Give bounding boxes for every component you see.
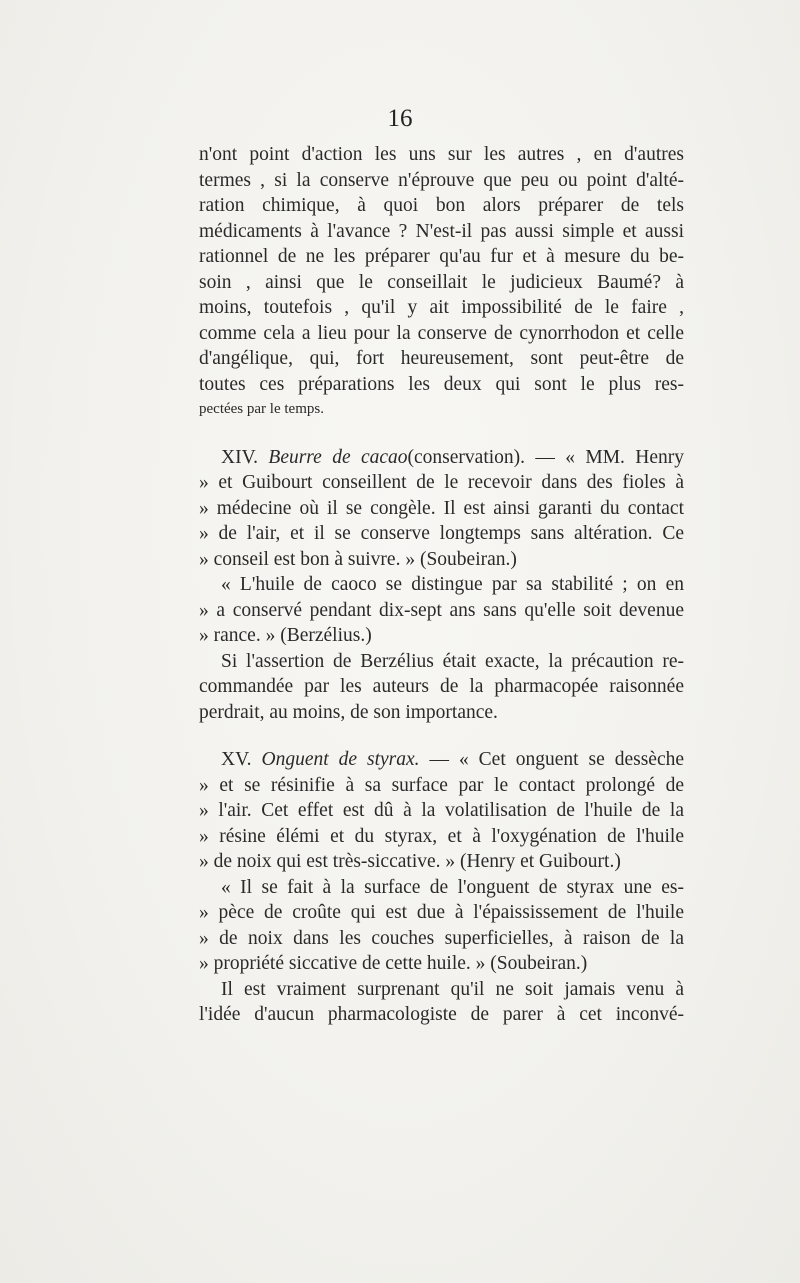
text-line: « L'huile de caoco se distingue par sa stabilité ; on en: [221, 574, 684, 595]
text-line: « Il se fait à la surface de l'onguent de styrax une es-: [221, 876, 684, 898]
text-line: » rance. » (Berzélius.): [199, 625, 372, 646]
section-xv: [199, 747, 684, 1028]
text-line: » médecine où il se congèle. Il est ainsi garanti du contact: [199, 497, 684, 519]
section-heading: [199, 747, 684, 773]
section-heading-rest: (conservation). — « MM. Henry: [407, 446, 684, 468]
text-line: » a conservé pendant dix-sept ans sans qu'elle soit devenue: [199, 599, 684, 621]
section-title: Onguent de styrax.: [261, 749, 420, 770]
section-number: XV.: [221, 749, 252, 770]
text-line: Si l'assertion de Berzélius était exacte, la précaution re-: [221, 650, 684, 672]
paragraph-1: [199, 142, 684, 423]
section-number: XIV.: [221, 446, 259, 468]
section-heading: [199, 445, 684, 471]
text-line: » propriété siccative de cette huile. » (Soubeiran.): [199, 953, 588, 974]
text-line: » pèce de croûte qui est due à l'épaississement de l'huile: [199, 902, 684, 923]
body-text: [199, 142, 684, 1028]
page-number: 16: [387, 105, 413, 132]
text-line: ration chimique, à quoi bon alors préparer de tels: [199, 195, 684, 216]
text-line: l'idée d'aucun pharmacologiste de parer à cet inconvé-: [199, 1004, 684, 1025]
text-line: » l'air. Cet effet est dû à la volatilisation de l'huile de la: [199, 800, 684, 821]
section-heading-rest: — « Cet onguent se dessèche: [429, 749, 684, 770]
text-line: Il est vraiment surprenant qu'il ne soit jamais venu à: [221, 978, 684, 1000]
text-line: » de l'air, et il se conserve longtemps sans altération. Ce: [199, 523, 684, 544]
text-line: » et se résinifie à sa surface par le contact prolongé de: [199, 774, 684, 796]
text-line: comme cela a lieu pour la conserve de cynorrhodon et celle: [199, 322, 684, 344]
text-line: médicaments à l'avance ? N'est-il pas aussi simple et aussi: [199, 220, 684, 242]
section-title: Beurre de cacao: [268, 446, 408, 468]
text-line: perdrait, au moins, de son importance.: [199, 701, 498, 723]
text-line: n'ont point d'action les uns sur les autres , en d'autres: [199, 144, 684, 165]
text-line: d'angélique, qui, fort heureusement, sont peut-être de: [199, 348, 684, 369]
text-line: commandée par les auteurs de la pharmacopée raisonnée: [199, 676, 684, 697]
text-line: » de noix qui est très-siccative. » (Henry et Guibourt.): [199, 851, 621, 872]
text-line: » et Guibourt conseillent de le recevoir dans des fioles à: [199, 472, 684, 493]
text-line: » résine élémi et du styrax, et à l'oxygénation de l'huile: [199, 825, 684, 847]
text-line: » conseil est bon à suivre. » (Soubeiran.): [199, 548, 517, 570]
text-line: » de noix dans les couches superficielles, à raison de la: [199, 927, 684, 949]
text-line: toutes ces préparations les deux qui sont le plus res-: [199, 373, 684, 395]
text-line: soin , ainsi que le conseillait le judicieux Baumé? à: [199, 271, 684, 293]
section-xiv: [199, 445, 684, 726]
text-line: moins, toutefois , qu'il y ait impossibilité de le faire ,: [199, 297, 684, 318]
text-line: pectées par le temps.: [199, 401, 324, 417]
text-line: termes , si la conserve n'éprouve que peu ou point d'alté-: [199, 169, 684, 191]
text-line: rationnel de ne les préparer qu'au fur et à mesure du be-: [199, 246, 684, 267]
